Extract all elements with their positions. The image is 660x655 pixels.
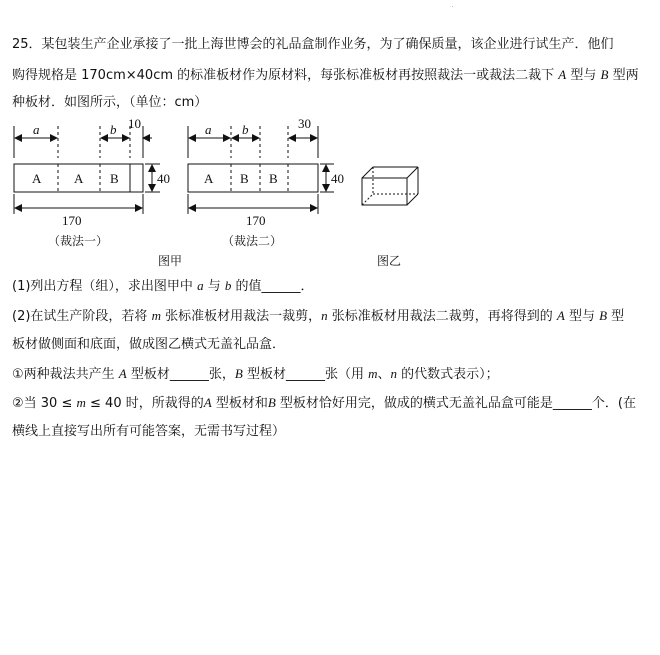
var-B: B <box>234 366 243 381</box>
label-170: 170 <box>62 213 82 228</box>
q1-text: (1)列出方程（组），求出图甲中 <box>12 279 198 294</box>
var-m: m <box>151 308 161 323</box>
cut-method-2 <box>188 116 344 248</box>
q2b-blank: 型板材恰好用完，做成的横式无盖礼品盒可能是______个．(在 <box>275 396 636 411</box>
label-a: a <box>205 122 212 137</box>
cell-label: B <box>269 171 278 186</box>
var-n: n <box>321 308 328 323</box>
question-2-line-1 <box>12 307 624 326</box>
q1-blank: 的值______． <box>231 279 314 294</box>
var-a: a <box>197 278 204 293</box>
q2-text: (2)在试生产阶段，若将 <box>12 309 152 324</box>
var-A: A <box>203 395 212 410</box>
var-A: A <box>558 67 567 82</box>
label-170: 170 <box>246 213 266 228</box>
var-n: n <box>390 366 398 381</box>
gift-box-drawing <box>362 167 418 205</box>
label-b: b <box>242 122 249 137</box>
q2a-blank-2: 型板材______张（用 <box>242 367 369 382</box>
var-A: A <box>118 366 127 381</box>
q2a-text: 的代数式表示）； <box>397 367 499 382</box>
cell-label: B <box>110 171 119 186</box>
label-30: 30 <box>298 116 311 131</box>
var-B: B <box>267 395 276 410</box>
question-2-part-1 <box>12 365 499 384</box>
var-m: m <box>76 395 86 410</box>
problem-intro-line-3 <box>12 94 207 112</box>
q2-text: 型与 <box>564 309 600 324</box>
q1-text: 与 <box>203 279 225 294</box>
problem-intro-line-1 <box>12 36 614 54</box>
cell-label: A <box>74 171 84 186</box>
var-B: B <box>599 308 608 323</box>
cell-label: B <box>240 171 249 186</box>
q2a-sep: 、 <box>377 367 391 382</box>
label-40: 40 <box>331 171 344 186</box>
caption-cut-1: （裁法一） <box>48 234 109 248</box>
label-40: 40 <box>157 171 170 186</box>
figure-area <box>0 112 660 272</box>
problem-intro-line-2 <box>12 66 639 85</box>
box-edge <box>362 167 373 178</box>
var-A: A <box>556 308 565 323</box>
var-m: m <box>368 366 378 381</box>
q2a-text: ①两种裁法共产生 <box>12 367 119 382</box>
figure-yi-caption: 图乙 <box>377 254 402 268</box>
q2-text: 板材做侧面和底面，做成图乙横式无盖礼品盒． <box>12 337 286 352</box>
box-edge <box>407 167 418 178</box>
cell-label: A <box>32 171 42 186</box>
intro-text-2c: 型两 <box>608 68 639 83</box>
question-2-part-2-line-2 <box>12 423 285 441</box>
var-B: B <box>600 67 609 82</box>
problem-number: 25． <box>12 37 42 52</box>
question-2-part-2-line-1 <box>12 394 636 413</box>
intro-text-2b: 型与 <box>566 68 601 83</box>
q2b-text: 型板材和 <box>211 396 268 411</box>
label-b: b <box>110 122 117 137</box>
q2a-blank-1: 型板材______张， <box>126 367 235 382</box>
q2-text: 张标准板材用裁法二裁剪，再将得到的 <box>327 309 557 324</box>
q2b-text: 横线上直接写出所有可能答案，无需书写过程） <box>12 424 286 439</box>
question-1 <box>12 277 313 296</box>
label-10: 10 <box>128 116 141 131</box>
speck <box>452 6 453 7</box>
intro-text-1: 某包装生产企业承接了一批上海世博会的礼品盒制作业务，为了确保质量，该企业进行试生产．他们 <box>41 37 614 52</box>
question-2-line-2 <box>12 336 285 354</box>
box-edge <box>407 194 418 205</box>
q2-text: 张标准板材用裁法一裁剪， <box>160 309 322 324</box>
cut-method-1 <box>14 116 170 248</box>
caption-cut-2: （裁法二） <box>222 234 283 248</box>
intro-text-2a: 购得规格是 170cm×40cm 的标准板材作为原材料，每张标准板材再按照裁法一或裁法二裁下 <box>12 68 559 83</box>
q2b-text: ≤ 40 时，所裁得的 <box>85 396 204 411</box>
cell-label: A <box>204 171 214 186</box>
var-b: b <box>224 278 232 293</box>
box-front <box>362 178 407 205</box>
figure-svg <box>0 112 660 272</box>
box-hidden-edge <box>362 194 373 205</box>
q2b-text: ②当 30 ≤ <box>12 396 77 411</box>
label-a: a <box>33 122 40 137</box>
intro-text-3: 种板材．如图所示，（单位：cm） <box>12 95 208 110</box>
figure-jia-caption: 图甲 <box>158 254 183 268</box>
q2-text: 型 <box>607 309 625 324</box>
